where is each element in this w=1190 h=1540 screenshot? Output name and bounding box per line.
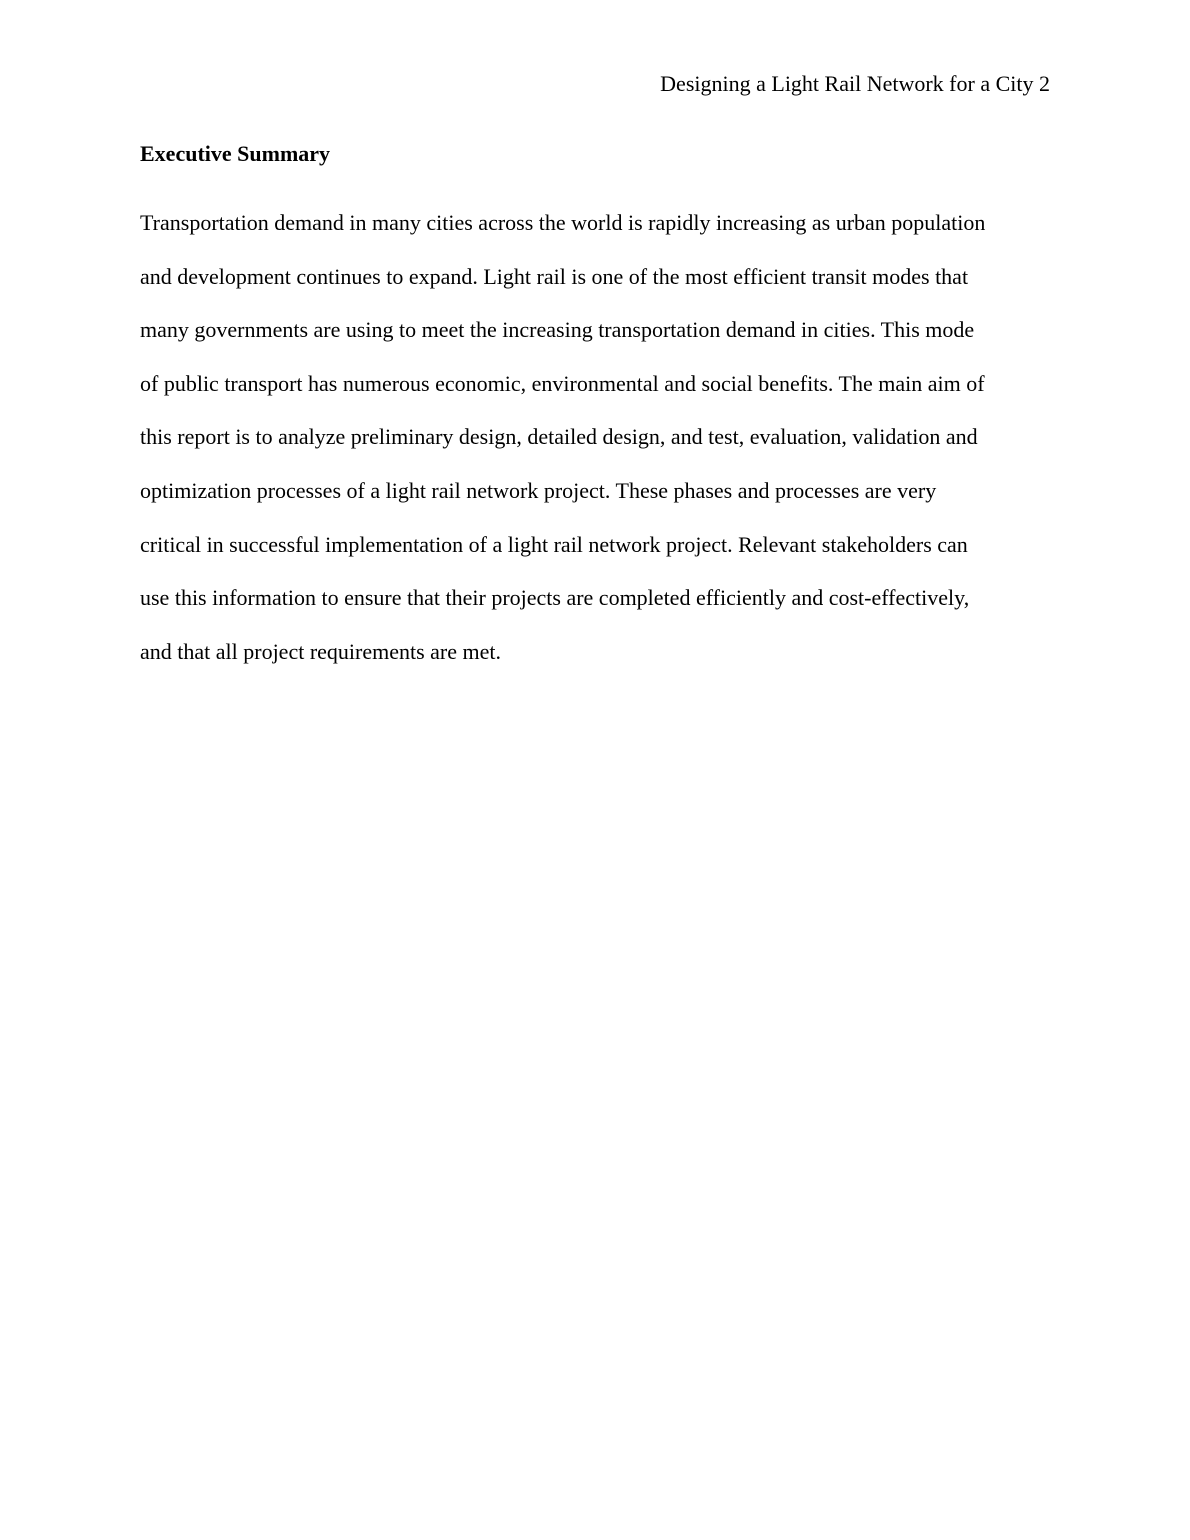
paragraph-line: and that all project requirements are met. (140, 638, 502, 664)
paragraph-line: many governments are using to meet the increasing transportation demand in cities. This mode (140, 317, 975, 343)
paragraph-line: this report is to analyze preliminary design, detailed design, and test, evaluation, validation and (140, 424, 978, 450)
body-paragraph (140, 196, 1050, 678)
paragraph-line: use this information to ensure that their projects are completed efficiently and cost-effectively, (140, 585, 970, 611)
paragraph-line: optimization processes of a light rail network project. These phases and processes are very (140, 477, 937, 503)
paragraph-line: critical in successful implementation of a light rail network project. Relevant stakeholders can (140, 531, 968, 557)
paragraph-line: and development continues to expand. Light rail is one of the most efficient transit modes that (140, 263, 969, 289)
running-head: Designing a Light Rail Network for a City 2 (660, 71, 1050, 96)
section-heading: Executive Summary (140, 141, 331, 166)
paragraph-line: of public transport has numerous economic, environmental and social benefits. The main aim of (140, 370, 985, 396)
paragraph-line: Transportation demand in many cities across the world is rapidly increasing as urban population (140, 210, 986, 235)
